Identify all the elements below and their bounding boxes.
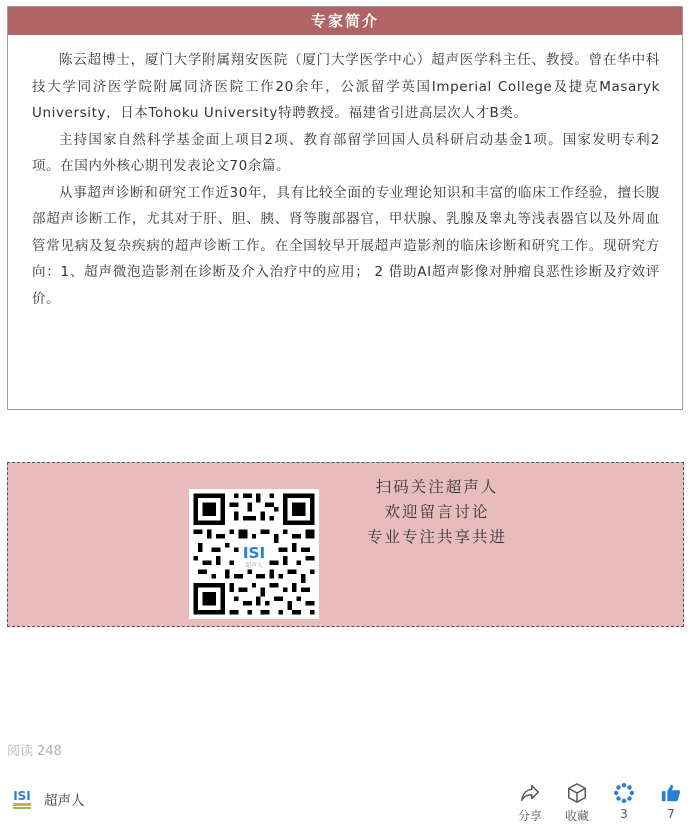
account-name: 超声人 [44,793,85,809]
collect-button[interactable] [557,782,597,824]
qr-logo-text: 超声人 [245,563,263,569]
recommend-icon [613,782,635,804]
expert-intro-title: 专家简介 [8,7,682,35]
share-button[interactable] [510,782,550,824]
expert-intro-body [8,35,682,312]
qr-line-slogan: 专业专注共享共进 [366,528,507,546]
qr-code-image[interactable] [189,489,319,619]
account-logo-icon [8,785,36,813]
expert-intro-card [7,6,683,410]
qr-caption [326,475,548,550]
account-link[interactable] [8,785,85,813]
read-count [7,740,66,759]
collect-label: 收藏 [564,809,589,823]
recommend-count: 3 [620,807,628,821]
svg-text:ISI: ISI [13,789,31,803]
collect-box-icon [566,782,588,804]
like-thumb-icon [660,782,682,804]
expert-paragraph-2: 主持国家自然科学基金面上项目2项、教育部留学回国人员科研启动基金1项。国家发明专利2项。在国内外核心期刊发表论文70余篇。 [32,131,660,174]
like-count: 7 [667,807,675,821]
read-number: 248 [37,744,62,759]
share-icon [519,782,541,804]
qr-line-follow: 扫码关注超声人 [375,478,499,496]
svg-text:ISI: ISI [242,544,266,563]
qr-line-comment: 欢迎留言讨论 [384,503,490,521]
expert-paragraph-1: 陈云超博士，厦门大学附属翔安医院（厦门大学医学中心）超声医学科主任、教授。曾在华中科技大学同济医学院附属同济医院工作20余年，公派留学英国Imperial College及捷克Masaryk University，日本Tohoku University特聘教授。福建省引进高层次人才B类。 [32,52,660,121]
qr-promo-box [7,462,684,627]
like-button[interactable] [651,782,691,821]
read-label: 阅读 [7,744,34,759]
share-label: 分享 [517,809,542,823]
recommend-button[interactable] [604,782,644,821]
expert-paragraph-3: 从事超声诊断和研究工作近30年，具有比较全面的专业理论知识和丰富的临床工作经验，擅长腹部超声诊断工作，尤其对于肝、胆、胰、肾等腹部器官，甲状腺、乳腺及睾丸等浅表器官以及外周血管常见病及复杂疾病的超声诊断工作。在全国较早开展超声造影剂的临床诊断和研究工作。现研究方向：1、超声微泡造影剂在诊断及介入治疗中的应用； 2 借助AI超声影像对肿瘤良恶性诊断及疗效评价。 [32,184,660,307]
